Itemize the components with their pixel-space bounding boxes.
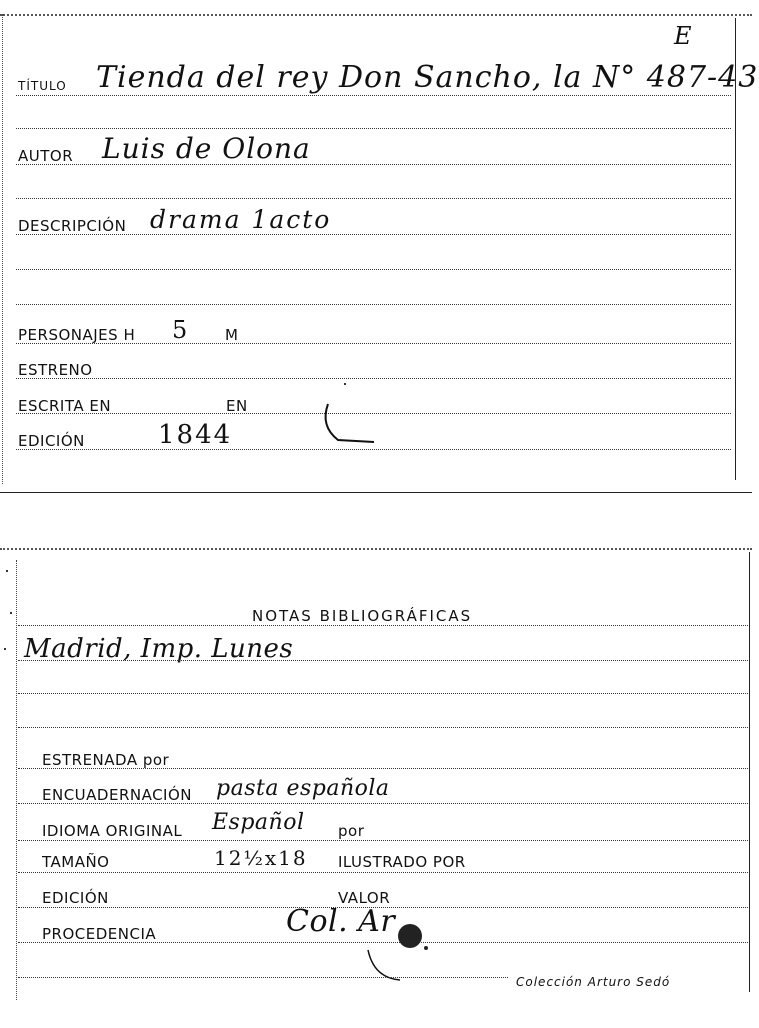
tamano-value: 12½x18 bbox=[214, 846, 308, 870]
edicion-value: 1844 bbox=[158, 420, 233, 450]
idioma-value: Español bbox=[212, 810, 305, 835]
edicion2-label: EDICIÓN bbox=[42, 889, 109, 907]
personajes-label: PERSONAJES H bbox=[18, 326, 136, 344]
personajes-h-value: 5 bbox=[172, 316, 190, 344]
valor-label: VALOR bbox=[338, 889, 391, 907]
idioma-label: IDIOMA ORIGINAL bbox=[42, 822, 183, 840]
procedencia-label: PROCEDENCIA bbox=[42, 925, 157, 943]
descripcion-label: DESCRIPCIÓN bbox=[18, 217, 127, 235]
tamano-label: TAMAÑO bbox=[42, 853, 110, 871]
edicion-label: EDICIÓN bbox=[18, 432, 85, 450]
estreno-label: ESTRENO bbox=[18, 361, 93, 379]
titulo-label: TÍTULO bbox=[18, 79, 67, 93]
notas-heading: NOTAS BIBLIOGRÁFICAS bbox=[252, 607, 473, 625]
descripcion-value: drama 1acto bbox=[150, 205, 332, 234]
encuadernacion-value: pasta española bbox=[216, 776, 390, 801]
round-stamp bbox=[360, 914, 436, 984]
escrita-label: ESCRITA EN bbox=[18, 397, 112, 415]
idioma-por-label: por bbox=[338, 822, 365, 840]
stamp-mark bbox=[318, 396, 382, 450]
corner-mark: E bbox=[674, 22, 694, 50]
autor-value: Luis de Olona bbox=[102, 132, 311, 165]
escrita-en-label: EN bbox=[226, 397, 248, 415]
notas-value: Madrid, Imp. Lunes bbox=[24, 634, 294, 664]
ilustrado-label: ILUSTRADO POR bbox=[338, 853, 466, 871]
titulo-value: Tienda del rey Don Sancho, la N° 487-43 bbox=[96, 60, 759, 95]
personajes-m-label: M bbox=[225, 326, 239, 344]
estrenada-label: ESTRENADA por bbox=[42, 751, 170, 769]
encuadernacion-label: ENCUADERNACIÓN bbox=[42, 786, 193, 804]
collection-footer: Colección Arturo Sedó bbox=[516, 975, 671, 989]
autor-label: AUTOR bbox=[18, 147, 74, 165]
procedencia-value: Col. Ar bbox=[286, 904, 396, 939]
